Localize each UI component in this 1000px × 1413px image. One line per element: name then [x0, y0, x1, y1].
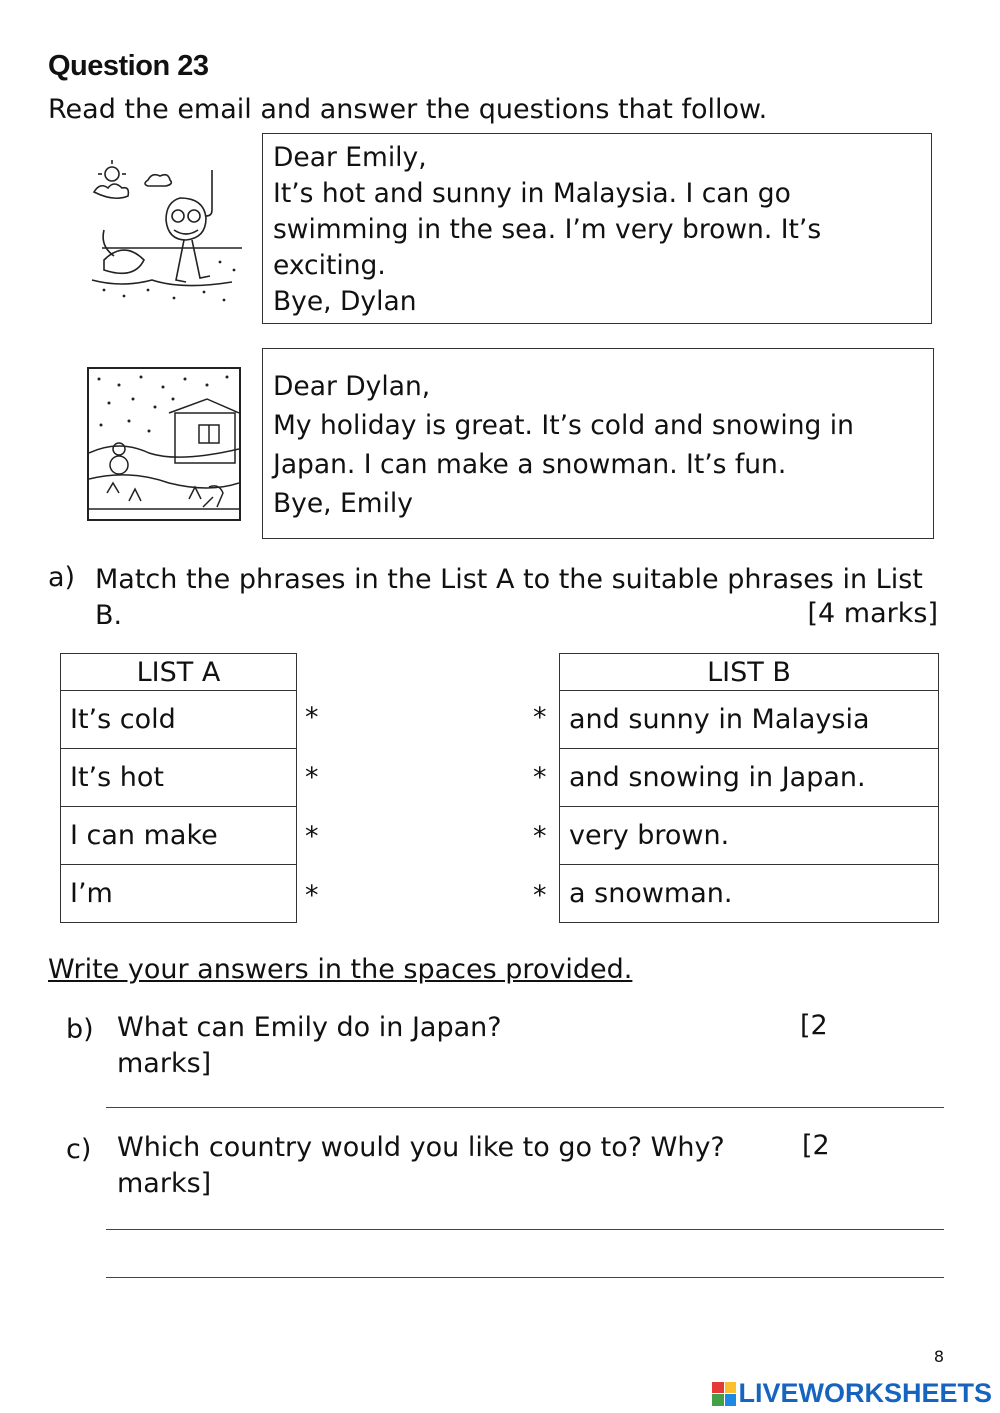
list-a-item[interactable]: I can make [61, 807, 297, 865]
match-dot-left[interactable]: * [305, 702, 319, 733]
part-b-marks-close: marks] [117, 1048, 212, 1079]
part-b-question-text: What can Emily do in Japan? [117, 1012, 502, 1043]
list-b-item[interactable]: and snowing in Japan. [560, 749, 939, 807]
part-b-marks-open: [2 [800, 1010, 828, 1041]
liveworksheets-logo-icon [712, 1382, 736, 1406]
match-dot-left[interactable]: * [305, 762, 319, 793]
brand-name: LIVEWORKSHEETS [738, 1378, 992, 1408]
part-a-instruction: Match the phrases in the List A to the suitable phrases in List B. [95, 564, 923, 631]
match-dot-right[interactable]: * [533, 702, 547, 733]
email-greeting: Dear Emily, [273, 142, 427, 173]
part-c-marks-close: marks] [117, 1168, 212, 1199]
list-b-item[interactable]: a snowman. [560, 865, 939, 923]
instruction-text: Read the email and answer the questions that follow. [48, 94, 768, 125]
list-a-item[interactable]: I’m [61, 865, 297, 923]
email-signoff: Bye, Dylan [273, 286, 417, 317]
email-body-line: Japan. I can make a snowman. It’s fun. [273, 449, 787, 480]
match-dot-left[interactable]: * [305, 880, 319, 911]
snow-illustration [87, 367, 241, 521]
question-title: Question 23 [48, 50, 209, 82]
part-c-question-text: Which country would you like to go to? Why? [117, 1132, 725, 1163]
list-a-item[interactable]: It’s hot [61, 749, 297, 807]
page-number: 8 [933, 1347, 944, 1366]
part-a-marks: [4 marks] [807, 598, 938, 629]
email-body-line: swimming in the sea. I’m very brown. It’s [273, 214, 822, 245]
list-a-header: LIST A [61, 654, 297, 691]
answer-line-c1[interactable] [106, 1229, 944, 1230]
answer-line-b[interactable] [106, 1107, 944, 1108]
list-a-item[interactable]: It’s cold [61, 691, 297, 749]
email-body-line: It’s hot and sunny in Malaysia. I can go [273, 178, 791, 209]
list-a-table [60, 653, 297, 923]
part-b-question [117, 1010, 837, 1082]
match-dot-left[interactable]: * [305, 821, 319, 852]
match-dot-right[interactable]: * [533, 762, 547, 793]
part-c-label: c) [66, 1134, 92, 1165]
answer-line-c2[interactable] [106, 1277, 944, 1278]
liveworksheets-logo[interactable] [712, 1378, 992, 1409]
email-signoff: Bye, Emily [273, 488, 413, 519]
part-b-label: b) [66, 1014, 94, 1045]
part-c-marks-open: [2 [802, 1130, 830, 1161]
part-c-question [117, 1130, 837, 1202]
list-b-item[interactable]: and sunny in Malaysia [560, 691, 939, 749]
email-body-line: exciting. [273, 250, 386, 281]
email-from-dylan [262, 133, 932, 324]
email-body-line: My holiday is great. It’s cold and snowing in [273, 410, 854, 441]
list-b-header: LIST B [560, 654, 939, 691]
email-greeting: Dear Dylan, [273, 371, 431, 402]
list-b-table [559, 653, 939, 923]
write-instruction: Write your answers in the spaces provided. [48, 954, 633, 985]
match-dot-right[interactable]: * [533, 821, 547, 852]
match-dot-right[interactable]: * [533, 880, 547, 911]
list-b-item[interactable]: very brown. [560, 807, 939, 865]
beach-illustration [84, 150, 244, 308]
email-from-emily [262, 348, 934, 539]
part-a-label: a) [48, 562, 76, 593]
